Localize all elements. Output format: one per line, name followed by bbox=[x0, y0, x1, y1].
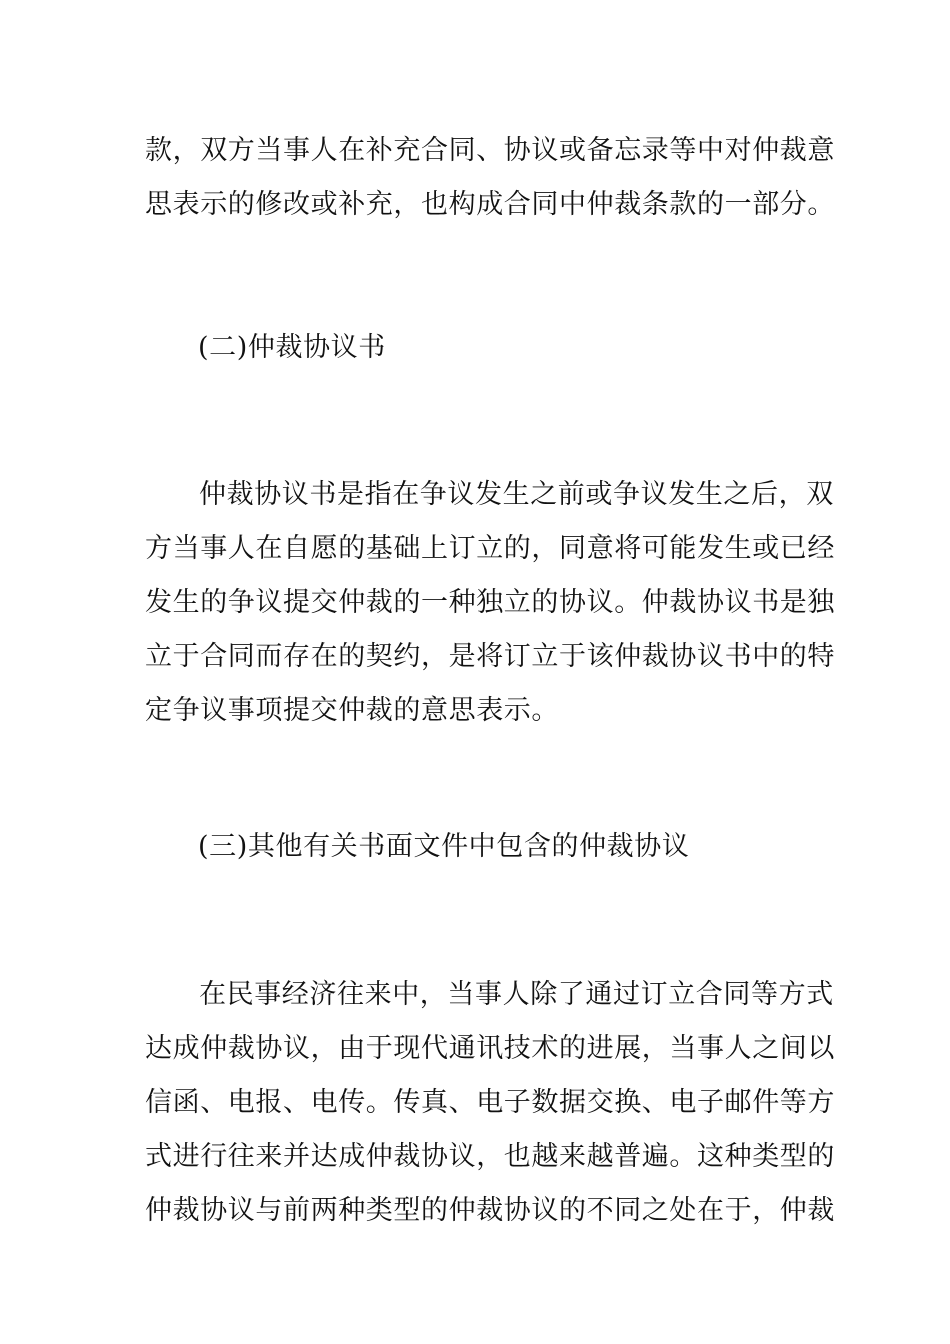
section-heading-2: (二)仲裁协议书 bbox=[198, 332, 386, 363]
section-heading-3: (三)其他有关书面文件中包含的仲裁协议 bbox=[198, 831, 690, 862]
text-line: 发生的争议提交仲裁的一种独立的协议。仲裁协议书是独 bbox=[145, 587, 835, 618]
text-line: 式进行往来并达成仲裁协议，也越来越普遍。这种类型的 bbox=[145, 1141, 835, 1172]
text-line: 立于合同而存在的契约，是将订立于该仲裁协议书中的特 bbox=[145, 641, 835, 672]
text-line: 仲裁协议书是指在争议发生之前或争议发生之后，双 bbox=[199, 479, 834, 510]
paragraph-arbitration-agreement bbox=[145, 468, 835, 738]
text-line: 方当事人在自愿的基础上订立的，同意将可能发生或已经 bbox=[145, 533, 835, 564]
text-line: 信函、电报、电传。传真、电子数据交换、电子邮件等方 bbox=[145, 1087, 835, 1118]
text-line: 思表示的修改或补充，也构成合同中仲裁条款的一部分。 bbox=[145, 189, 835, 220]
paragraph-other-documents bbox=[145, 968, 835, 1238]
text-line: 定争议事项提交仲裁的意思表示。 bbox=[145, 695, 559, 726]
text-line: 在民事经济往来中，当事人除了通过订立合同等方式 bbox=[199, 979, 834, 1010]
paragraph-continuation bbox=[145, 124, 835, 232]
text-line: 款，双方当事人在补充合同、协议或备忘录等中对仲裁意 bbox=[145, 135, 835, 166]
text-line: 仲裁协议与前两种类型的仲裁协议的不同之处在于，仲裁 bbox=[145, 1195, 835, 1226]
text-line: 达成仲裁协议，由于现代通讯技术的进展，当事人之间以 bbox=[145, 1033, 835, 1064]
